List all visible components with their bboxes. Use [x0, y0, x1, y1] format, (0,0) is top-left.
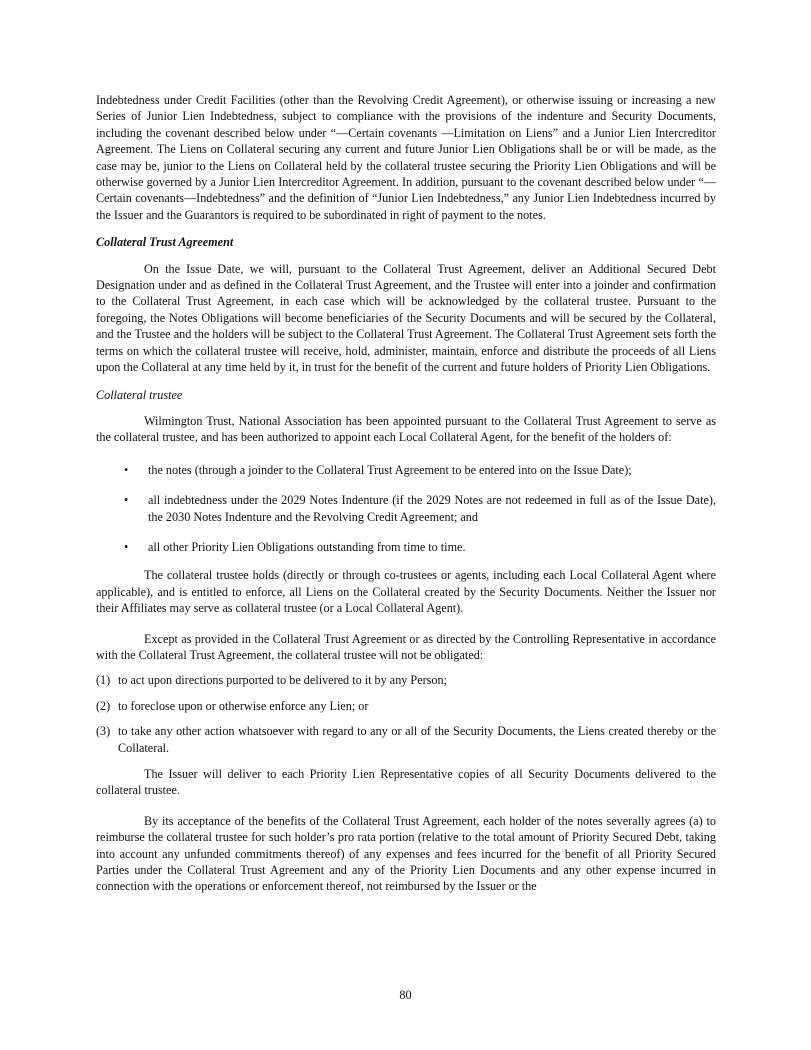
document-page: [96, 92, 716, 895]
paragraph-except-as-provided: Except as provided in the Collateral Trust Agreement or as directed by the Controlling Representative in accordance with the Collateral Trust Agreement, the collateral trustee will not be obligated:: [96, 631, 716, 662]
list-number: (3): [96, 724, 111, 739]
section-heading-collateral-trust-agreement: Collateral Trust Agreement: [96, 235, 234, 250]
paragraph-collateral-trustee-holds: The collateral trustee holds (directly or through co-trustees or agents, including each Local Collateral Agent where applicable), and is entitled to enforce, all Liens on the Collateral created by the Security Documents. Neither the Issuer nor their Affiliates may serve as collateral trustee (or a Local Collateral Agent).: [96, 568, 716, 616]
bullet-text: all other Priority Lien Obligations outstanding from time to time.: [148, 539, 466, 554]
list-text: to take any other action whatsoever with regard to any or all of the Security Documents, the Liens created thereby or the Collateral.: [118, 724, 716, 755]
list-item: [96, 539, 716, 555]
list-item: [96, 698, 716, 714]
paragraph-intro: Indebtedness under Credit Facilities (other than the Revolving Credit Agreement), or otherwise issuing or increasing a new Series of Junior Lien Indebtedness, subject to compliance with the provisions of the indenture and Security Documents, including the covenant described below under “—Certain covenants —Limitation on Liens” and a Junior Lien Intercreditor Agreement. The Liens on Collateral securing any current and future Junior Lien Obligations shall be or will be made, as the case may be, junior to the Liens on Collateral held by the collateral trustee securing the Priority Lien Obligations and will be otherwise governed by a Junior Lien Intercreditor Agreement. In addition, pursuant to the covenant described below under “—Certain covenants—Indebtedness” and the definition of “Junior Lien Indebtedness,” any Junior Lien Indebtedness incurred by the Issuer and the Guarantors is required to be subordinated in right of payment to the notes.: [96, 93, 716, 222]
section-heading-collateral-trustee: Collateral trustee: [96, 387, 183, 402]
bullet-text: the notes (through a joinder to the Collateral Trust Agreement to be entered into on the Issue Date);: [148, 462, 632, 477]
bullet-icon: •: [124, 493, 129, 508]
list-number: (1): [96, 673, 111, 688]
list-text: to foreclose upon or otherwise enforce any Lien; or: [118, 698, 369, 713]
list-text: to act upon directions purported to be delivered to it by any Person;: [118, 673, 447, 688]
list-item: [96, 462, 716, 478]
paragraph-by-its-acceptance: By its acceptance of the benefits of the Collateral Trust Agreement, each holder of the notes severally agrees (a) to reimburse the collateral trustee for such holder’s pro rata portion (relative to the total amount of Priority Secured Debt, taking into account any unfunded commitments thereof) of any expenses and fees incurred for the benefit of all Priority Secured Parties under the Collateral Trust Agreement and any of the Priority Lien Documents and any other expense incurred in connection with the operations or enforcement thereof, not reimbursed by the Issuer or the: [96, 813, 716, 894]
list-item: [96, 672, 716, 688]
bullet-text: all indebtedness under the 2029 Notes Indenture (if the 2029 Notes are not redeemed in full as of the Issue Date), the 2030 Notes Indenture and the Revolving Credit Agreement; and: [148, 493, 716, 524]
paragraph-wilmington-trust: Wilmington Trust, National Association has been appointed pursuant to the Collateral Trust Agreement to serve as the collateral trustee, and has been authorized to appoint each Local Collateral Agent, for the benefit of the holders of:: [96, 413, 716, 445]
bullet-icon: •: [124, 539, 129, 554]
numbered-list: [96, 672, 716, 756]
bullet-icon: •: [124, 462, 129, 477]
list-item: [96, 492, 716, 525]
paragraph-issue-date: On the Issue Date, we will, pursuant to the Collateral Trust Agreement, deliver an Additional Secured Debt Designation under and as defined in the Collateral Trust Agreement, and the Trustee will enter into a joinder and confirmation to the Collateral Trust Agreement, in each case which will be acknowledged by the collateral trustee. Pursuant to the foregoing, the Notes Obligations will become beneficiaries of the Security Documents and will be secured by the Collateral, and the Trustee and the holders will be subject to the Collateral Trust Agreement. The Collateral Trust Agreement sets forth the terms on which the collateral trustee will receive, hold, administer, maintain, enforce and distribute the proceeds of all Liens upon the Collateral at any time held by it, in trust for the benefit of the current and future holders of Priority Lien Obligations.: [96, 261, 716, 375]
list-item: [96, 723, 716, 756]
list-number: (2): [96, 698, 111, 713]
page-number: 80: [399, 988, 412, 1002]
paragraph-issuer-will-deliver: The Issuer will deliver to each Priority Lien Representative copies of all Security Documents delivered to the collateral trustee.: [96, 767, 716, 798]
